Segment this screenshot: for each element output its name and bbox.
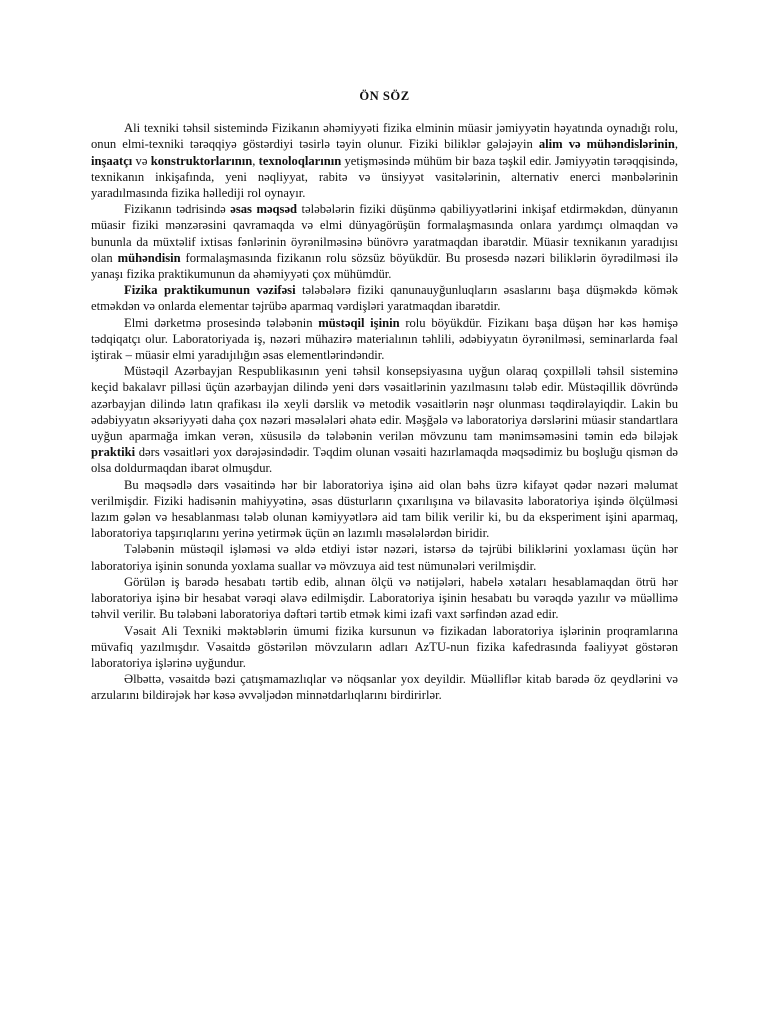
bold-term: alim və mühəndislərinin (538, 137, 675, 152)
paragraph-6 (91, 477, 678, 542)
paragraph-3 (91, 282, 678, 314)
page-title: ÖN SÖZ (359, 89, 410, 103)
bold-term: praktiki (91, 445, 136, 460)
text-run: yetişməsində mühüm bir baza təşkil edir. Jəmiyyətin tərəqqisində, texnikanın inkişafında, yeni nəqliyyat, rabitə və ünsiyyət vasitələrinin, alternativ enerci mənbələrinin yaradılmasında fizika həllediji rol oynayır. (91, 153, 679, 201)
paragraph-2 (91, 201, 678, 282)
text-run: dərs vəsaitləri yox dərəjəsindədir. Təqdim olunan vəsaiti hazırlamaqda məqsədimiz bu boşluğu qismən də olsa doldurmaqdan ibarət olmuşdur. (91, 445, 678, 476)
text-run: Fizikanın tədrisində (124, 202, 231, 217)
paragraph-1 (91, 120, 678, 201)
text-run: Ali texniki təhsil sistemində Fizikanın əhəmiyyəti fizika elminin müasir jəmiyyətin həyatında oynadığı rolu, onun elmi-texniki tərəqqiyə göstərdiyi təsirlə təyin olunur. Fiziki biliklər gələjəyin (91, 121, 678, 152)
paragraph-5 (91, 363, 678, 476)
text-run: və (132, 153, 151, 168)
text-run: , (252, 153, 259, 168)
bold-term: konstruktorlarının (150, 153, 253, 168)
bold-term: inşaatçı (91, 153, 133, 168)
text-run: Görülən iş barədə hesabatı tərtib edib, alınan ölçü və nətijələri, habelə xətaları hesablamaqdan ötrü hər laboratoriya işinə bir hesabat vərəqi əlavə edilmişdir. Laboratoriya işinin hesabatı bu vərəqdə yazılır və müəllimə təhvil verilir. Bu tələbəni laboratoriya dəftəri tərtib etmək kimi izafi vaxt sərfindən azad edir. (91, 574, 678, 622)
bold-term: əsas məqsəd (230, 202, 298, 217)
paragraph-9 (91, 623, 678, 672)
paragraph-4 (91, 315, 678, 364)
text-run: Elmi dərketmə prosesində tələbənin (124, 315, 319, 330)
bold-term: texnoloqlarının (258, 153, 342, 168)
text-run: Vəsait Ali Texniki məktəblərin ümumi fizika kursunun və fizikadan laboratoriya işlərinin proqramlarına müvafiq yazılmışdır. Vəsaitdə göstərilən mövzuların adları AzTU-nun fizika kafedrasında fəaliyyət göstərən laboratoriya işlərinə uyğundur. (91, 623, 678, 670)
text-run: formalaşmasında fizikanın rolu sözsüz böyükdür. Bu prosesdə nəzəri biliklərin öyrədilməsi ilə yanaşı fizika praktikumunun da əhəmiyyəti çox mühümdür. (91, 250, 678, 282)
bold-term: mühəndisin (117, 250, 181, 265)
text-run: Müstəqil Azərbayjan Respublikasının yeni təhsil konsepsiyasına uyğun olaraq çoxpilləli təhsil sisteminə keçid bakalavr pilləsi üçün azərbayjan dilində yeni dərs vəsaitlərinin yazılmasını tələb edir. Müstəqillik dövründə azərbayjan dilində latın qrafikası ilə xeyli dərslik və metodik vəsaitlərin nəşr olunması təqdirəlayiqdir. Lakin bu ədəbiyyatın əksəriyyəti daha çox nəzəri məsələləri əhatə edir. Məşğələ və laboratoriya dərslərini müasir standartlara uyğun aparmağa imkan verən, xüsusilə də tələbənin verilən mövzunu tam mənimsəməsini təmin edə biləjək (91, 364, 678, 444)
text-run: Tələbənin müstəqil işləməsi və əldə etdiyi istər nəzəri, istərsə də təjrübi biliklərini yoxlaması üçün hər laboratoriya işinin sonunda yoxlama suallar və mövzuya aid test nümunələri verilmişdir. (91, 542, 678, 573)
text-run: Əlbəttə, vəsaitdə bəzi çatışmamazlıqlar və nöqsanlar yox deyildir. Müəlliflər kitab barədə öz qeydlərini və arzularını bildirəjək hər kəsə əvvəljədən minnətdarlıqlarını birdirirlər. (91, 672, 678, 703)
document-body (91, 120, 678, 703)
document-page (91, 88, 678, 704)
paragraph-10 (91, 671, 678, 703)
paragraph-7 (91, 541, 678, 573)
text-run: Bu məqsədlə dərs vəsaitində hər bir laboratoriya işinə aid olan bəhs üzrə kifayət qədər nəzəri məlumat verilmişdir. Fiziki hadisənin mahiyyətinə, əsas düsturların çıxarılışına və bilavasitə laboratoriya işində ölçülməsi lazım gələn və hesablanması tələb olunan kəmiyyətlərə aid tam bilik verilir ki, bu da eksperiment işini aparmaq, laboratoriya tapşırıqlarını yerinə yetirmək üçün ən lazımlı məsələlərdən biridir. (91, 477, 678, 541)
bold-term: Fizika praktikumunun vəzifəsi (124, 283, 296, 298)
text-run: , (674, 137, 678, 152)
paragraph-8 (91, 574, 678, 623)
text-run: tələbələrin fiziki düşünmə qabiliyyətlərini inkişaf etdirməkdən, dünyanın müasir fiziki mənzərəsini qavramaqda və elmi dünyagörüşün formalaşmasında onlara yardımçı olmaqdan və bununla da müxtəlif ixtisas fənlərinin öyrənilməsinə bünövrə yaratmaqdan ibarətdir. Müasir texnikanın yaradıjısı olan (91, 202, 678, 265)
text-run: rolu böyükdür. Fizikanı başa düşən hər kəs həmişə tədqiqatçı olur. Laboratoriyada iş, nəzəri mühazirə materialının təhlili, ədəbiyyatın öyrənilməsi, seminarlarda fəal iştirak – müasir elmi yaradıjılığın əsas elementlərindəndir. (91, 315, 678, 363)
text-run: tələbələrə fiziki qanunauyğunluqların əsaslarını başa düşməkdə kömək etməkdən və onlarda elementar təjrübə aparmaq vərdişləri yaratmaqdan ibarətdir. (91, 283, 678, 314)
bold-term: müstəqil işinin (318, 315, 400, 330)
